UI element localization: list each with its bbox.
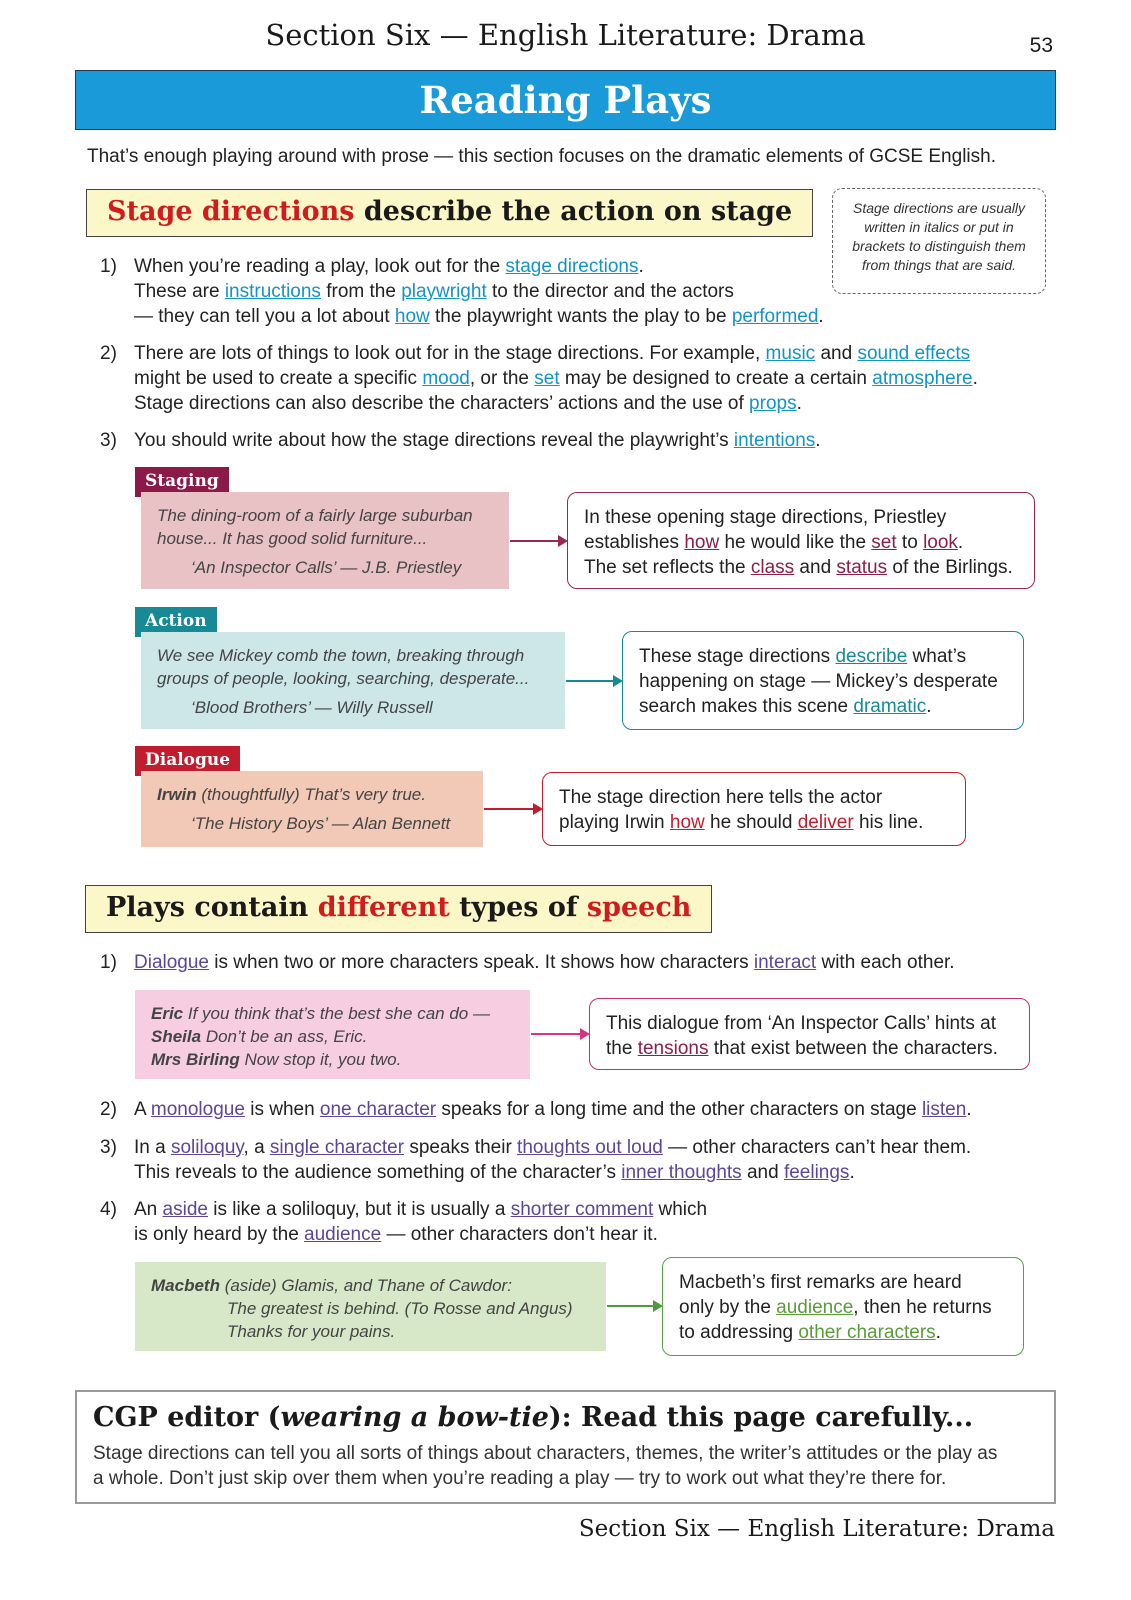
- quote-line: We see Mickey comb the town, breaking through: [157, 646, 525, 665]
- stage-directions-heading: [86, 189, 813, 237]
- point-number: 3): [100, 430, 117, 451]
- text: the playwright wants the play to be: [429, 306, 732, 327]
- macbeth-aside-quote: [135, 1262, 606, 1351]
- keyword-set: set: [534, 368, 560, 389]
- quote-source: ‘Blood Brothers’ — Willy Russell: [191, 698, 433, 717]
- point-number: 4): [100, 1199, 117, 1220]
- quote-line: If you think that’s the best she can do —: [183, 1004, 490, 1023]
- keyword: how: [684, 532, 720, 553]
- quote-line: (aside) Glamis, and Thane of Cawdor:: [219, 1276, 512, 1295]
- heading-text: Plays contain: [106, 892, 318, 923]
- tag-staging: Staging: [135, 467, 229, 497]
- text: speaks their: [404, 1137, 518, 1158]
- text: search makes this scene: [639, 696, 854, 717]
- text: only by the: [679, 1297, 777, 1318]
- text: and: [741, 1162, 784, 1183]
- text: A: [134, 1099, 151, 1120]
- text: .: [926, 696, 932, 717]
- point-number: 3): [100, 1137, 117, 1158]
- point-number: 2): [100, 343, 117, 364]
- page-footer: Section Six — English Literature: Drama: [578, 1516, 1055, 1542]
- editor-tip-body: [93, 1441, 1038, 1491]
- text: — they can tell you a lot about: [134, 306, 395, 327]
- speaker-name: Eric: [151, 1004, 184, 1023]
- keyword-sound-effects: sound effects: [857, 343, 971, 364]
- text: .: [966, 1099, 972, 1120]
- dialogue-quote: [141, 771, 483, 847]
- keyword: set: [871, 532, 897, 553]
- keyword-aside: aside: [162, 1199, 208, 1220]
- text: Stage directions can tell you all sorts of things about characters, themes, the writer’s attitudes or the play as: [93, 1443, 998, 1464]
- speaker-name: Irwin: [157, 785, 197, 804]
- quote-line: Thanks for your pains.: [227, 1322, 396, 1341]
- speech-point-3: [100, 1135, 1080, 1185]
- keyword: status: [836, 557, 888, 578]
- heading-text: types of: [449, 892, 587, 923]
- quote-line: The dining-room of a fairly large suburban: [157, 506, 473, 525]
- keyword-single-character: single character: [269, 1137, 405, 1158]
- keyword: describe: [835, 646, 908, 667]
- text: a whole. Don’t just skip over them when you’re reading a play — try to work out what they’re there for.: [93, 1468, 947, 1489]
- action-quote: [141, 632, 565, 729]
- arrow-icon: [510, 540, 566, 542]
- keyword: how: [669, 812, 705, 833]
- text: wearing a bow-tie: [280, 1402, 549, 1433]
- keyword: audience: [776, 1297, 854, 1318]
- quote-line: (thoughtfully) That’s very true.: [196, 785, 426, 804]
- point-number: 1): [100, 952, 117, 973]
- speech-point-2: [100, 1097, 1080, 1122]
- text: to the director and the actors: [486, 281, 734, 302]
- keyword-one-character: one character: [319, 1099, 437, 1120]
- keyword-interact: interact: [753, 952, 817, 973]
- text: what’s: [907, 646, 967, 667]
- text: You should write about how the stage directions reveal the playwright’s: [134, 430, 734, 451]
- text: he should: [704, 812, 798, 833]
- text: .: [815, 430, 821, 451]
- text: playing Irwin: [559, 812, 670, 833]
- tag-dialogue: Dialogue: [135, 746, 240, 776]
- keyword: look: [923, 532, 958, 553]
- section-header: Section Six — English Literature: Drama: [265, 18, 866, 52]
- heading-highlight: speech: [586, 892, 692, 923]
- quote-source: ‘An Inspector Calls’ — J.B. Priestley: [191, 558, 462, 577]
- keyword-inner-thoughts: inner thoughts: [621, 1162, 742, 1183]
- text: which: [653, 1199, 708, 1220]
- text: In these opening stage directions, Priestley: [584, 507, 947, 528]
- text: is when: [244, 1099, 320, 1120]
- text: and: [815, 343, 858, 364]
- inspector-dialogue-explanation: [589, 998, 1030, 1070]
- text: to addressing: [679, 1322, 799, 1343]
- speaker-name: Mrs Birling: [151, 1050, 240, 1069]
- stage-point-1: [100, 254, 860, 329]
- text: , then he returns: [853, 1297, 992, 1318]
- text: In a: [134, 1137, 171, 1158]
- text: is like a soliloquy, but it is usually a: [207, 1199, 511, 1220]
- quote-line: Don’t be an ass, Eric.: [201, 1027, 368, 1046]
- text: happening on stage — Mickey’s desperate: [639, 671, 998, 692]
- intro-text: That’s enough playing around with prose — this section focuses on the dramatic elements of GCSE English.: [87, 146, 996, 167]
- quote-line: groups of people, looking, searching, desperate...: [157, 669, 530, 688]
- text: The stage direction here tells the actor: [559, 787, 883, 808]
- quote-line: The greatest is behind. (To Rosse and Angus): [227, 1299, 573, 1318]
- text: , a: [243, 1137, 270, 1158]
- keyword-audience: audience: [304, 1224, 382, 1245]
- heading-highlight: Stage directions: [107, 196, 355, 227]
- keyword-props: props: [749, 393, 797, 414]
- keyword-listen: listen: [921, 1099, 967, 1120]
- text: may be designed to create a certain: [559, 368, 873, 389]
- keyword: dramatic: [853, 696, 927, 717]
- action-explanation: [622, 631, 1024, 730]
- text: that exist between the characters.: [708, 1038, 998, 1059]
- stage-point-3: [100, 428, 1060, 453]
- keyword: tensions: [637, 1038, 709, 1059]
- keyword: other characters: [798, 1322, 936, 1343]
- speaker-name: Sheila: [151, 1027, 202, 1046]
- text: establishes: [584, 532, 685, 553]
- keyword-stage-directions: stage directions: [505, 256, 639, 277]
- keyword-shorter-comment: shorter comment: [510, 1199, 654, 1220]
- text: might be used to create a specific: [134, 368, 423, 389]
- keyword-intentions: intentions: [733, 430, 816, 451]
- keyword-instructions: instructions: [224, 281, 321, 302]
- text: he would like the: [719, 532, 872, 553]
- text: This dialogue from ‘An Inspector Calls’ hints at: [606, 1013, 997, 1034]
- keyword-mood: mood: [422, 368, 470, 389]
- inspector-dialogue-quote: [135, 990, 530, 1079]
- text: ): Read this page carefully...: [548, 1402, 974, 1433]
- keyword-how: how: [394, 306, 430, 327]
- text: .: [849, 1162, 855, 1183]
- heading-highlight: different: [317, 892, 450, 923]
- text: the: [606, 1038, 638, 1059]
- arrow-icon: [484, 808, 541, 810]
- text: These stage directions: [639, 646, 836, 667]
- keyword-dialogue: Dialogue: [134, 952, 209, 973]
- keyword-atmosphere: atmosphere: [872, 368, 973, 389]
- text: .: [935, 1322, 941, 1343]
- arrow-icon: [607, 1305, 661, 1307]
- keyword-thoughts-out-loud: thoughts out loud: [517, 1137, 663, 1158]
- macbeth-aside-explanation: [662, 1257, 1024, 1356]
- text: , or the: [469, 368, 535, 389]
- text: .: [638, 256, 644, 277]
- text: is when two or more characters speak. It shows how characters: [209, 952, 754, 973]
- text: his line.: [853, 812, 924, 833]
- text: An: [134, 1199, 163, 1220]
- text: to: [896, 532, 924, 553]
- text: The set reflects the: [584, 557, 751, 578]
- text: — other characters can’t hear them.: [662, 1137, 972, 1158]
- italics-note: Stage directions are usually written in italics or put in brackets to distinguish them from things that are said.: [832, 188, 1046, 294]
- text: and: [794, 557, 837, 578]
- speech-types-heading: [85, 885, 712, 933]
- text: Stage directions can also describe the characters’ actions and the use of: [134, 393, 750, 414]
- text: with each other.: [816, 952, 955, 973]
- text: When you’re reading a play, look out for the: [134, 256, 506, 277]
- stage-point-2: [100, 341, 1060, 416]
- staging-explanation: [567, 492, 1035, 589]
- page-number: 53: [1029, 34, 1053, 57]
- dialogue-explanation: [542, 772, 966, 846]
- text: from the: [320, 281, 402, 302]
- text: These are: [134, 281, 225, 302]
- text: .: [818, 306, 824, 327]
- text: speaks for a long time and the other characters on stage: [436, 1099, 922, 1120]
- text: of the Birlings.: [887, 557, 1013, 578]
- text: There are lots of things to look out for in the stage directions. For example,: [134, 343, 766, 364]
- speech-point-4: [100, 1197, 1080, 1247]
- quote-line: house... It has good solid furniture...: [157, 529, 428, 548]
- text: Macbeth’s first remarks are heard: [679, 1272, 962, 1293]
- point-number: 2): [100, 1099, 117, 1120]
- text: .: [796, 393, 802, 414]
- text: This reveals to the audience something of the character’s: [134, 1162, 622, 1183]
- keyword-soliloquy: soliloquy: [170, 1137, 244, 1158]
- arrow-icon: [566, 680, 621, 682]
- editor-tip-box: [75, 1390, 1056, 1504]
- staging-quote: [141, 492, 509, 589]
- text: — other characters don’t hear it.: [381, 1224, 658, 1245]
- keyword-music: music: [765, 343, 816, 364]
- keyword: class: [750, 557, 795, 578]
- text: is only heard by the: [134, 1224, 305, 1245]
- heading-rest: describe the action on stage: [354, 196, 793, 227]
- quote-source: ‘The History Boys’ — Alan Bennett: [191, 814, 451, 833]
- text: .: [972, 368, 978, 389]
- keyword-performed: performed: [731, 306, 819, 327]
- text: CGP editor (: [93, 1402, 281, 1433]
- keyword-playwright: playwright: [401, 281, 487, 302]
- arrow-icon: [531, 1033, 588, 1035]
- speaker-name: Macbeth: [151, 1276, 220, 1295]
- keyword: deliver: [797, 812, 854, 833]
- text: .: [957, 532, 964, 553]
- point-number: 1): [100, 256, 117, 277]
- keyword-monologue: monologue: [150, 1099, 245, 1120]
- speech-point-1: [100, 950, 1080, 975]
- quote-line: Now stop it, you two.: [239, 1050, 402, 1069]
- keyword-feelings: feelings: [783, 1162, 850, 1183]
- page-title-banner: Reading Plays: [75, 70, 1056, 130]
- editor-tip-title: [93, 1402, 1038, 1433]
- tag-action: Action: [135, 607, 217, 637]
